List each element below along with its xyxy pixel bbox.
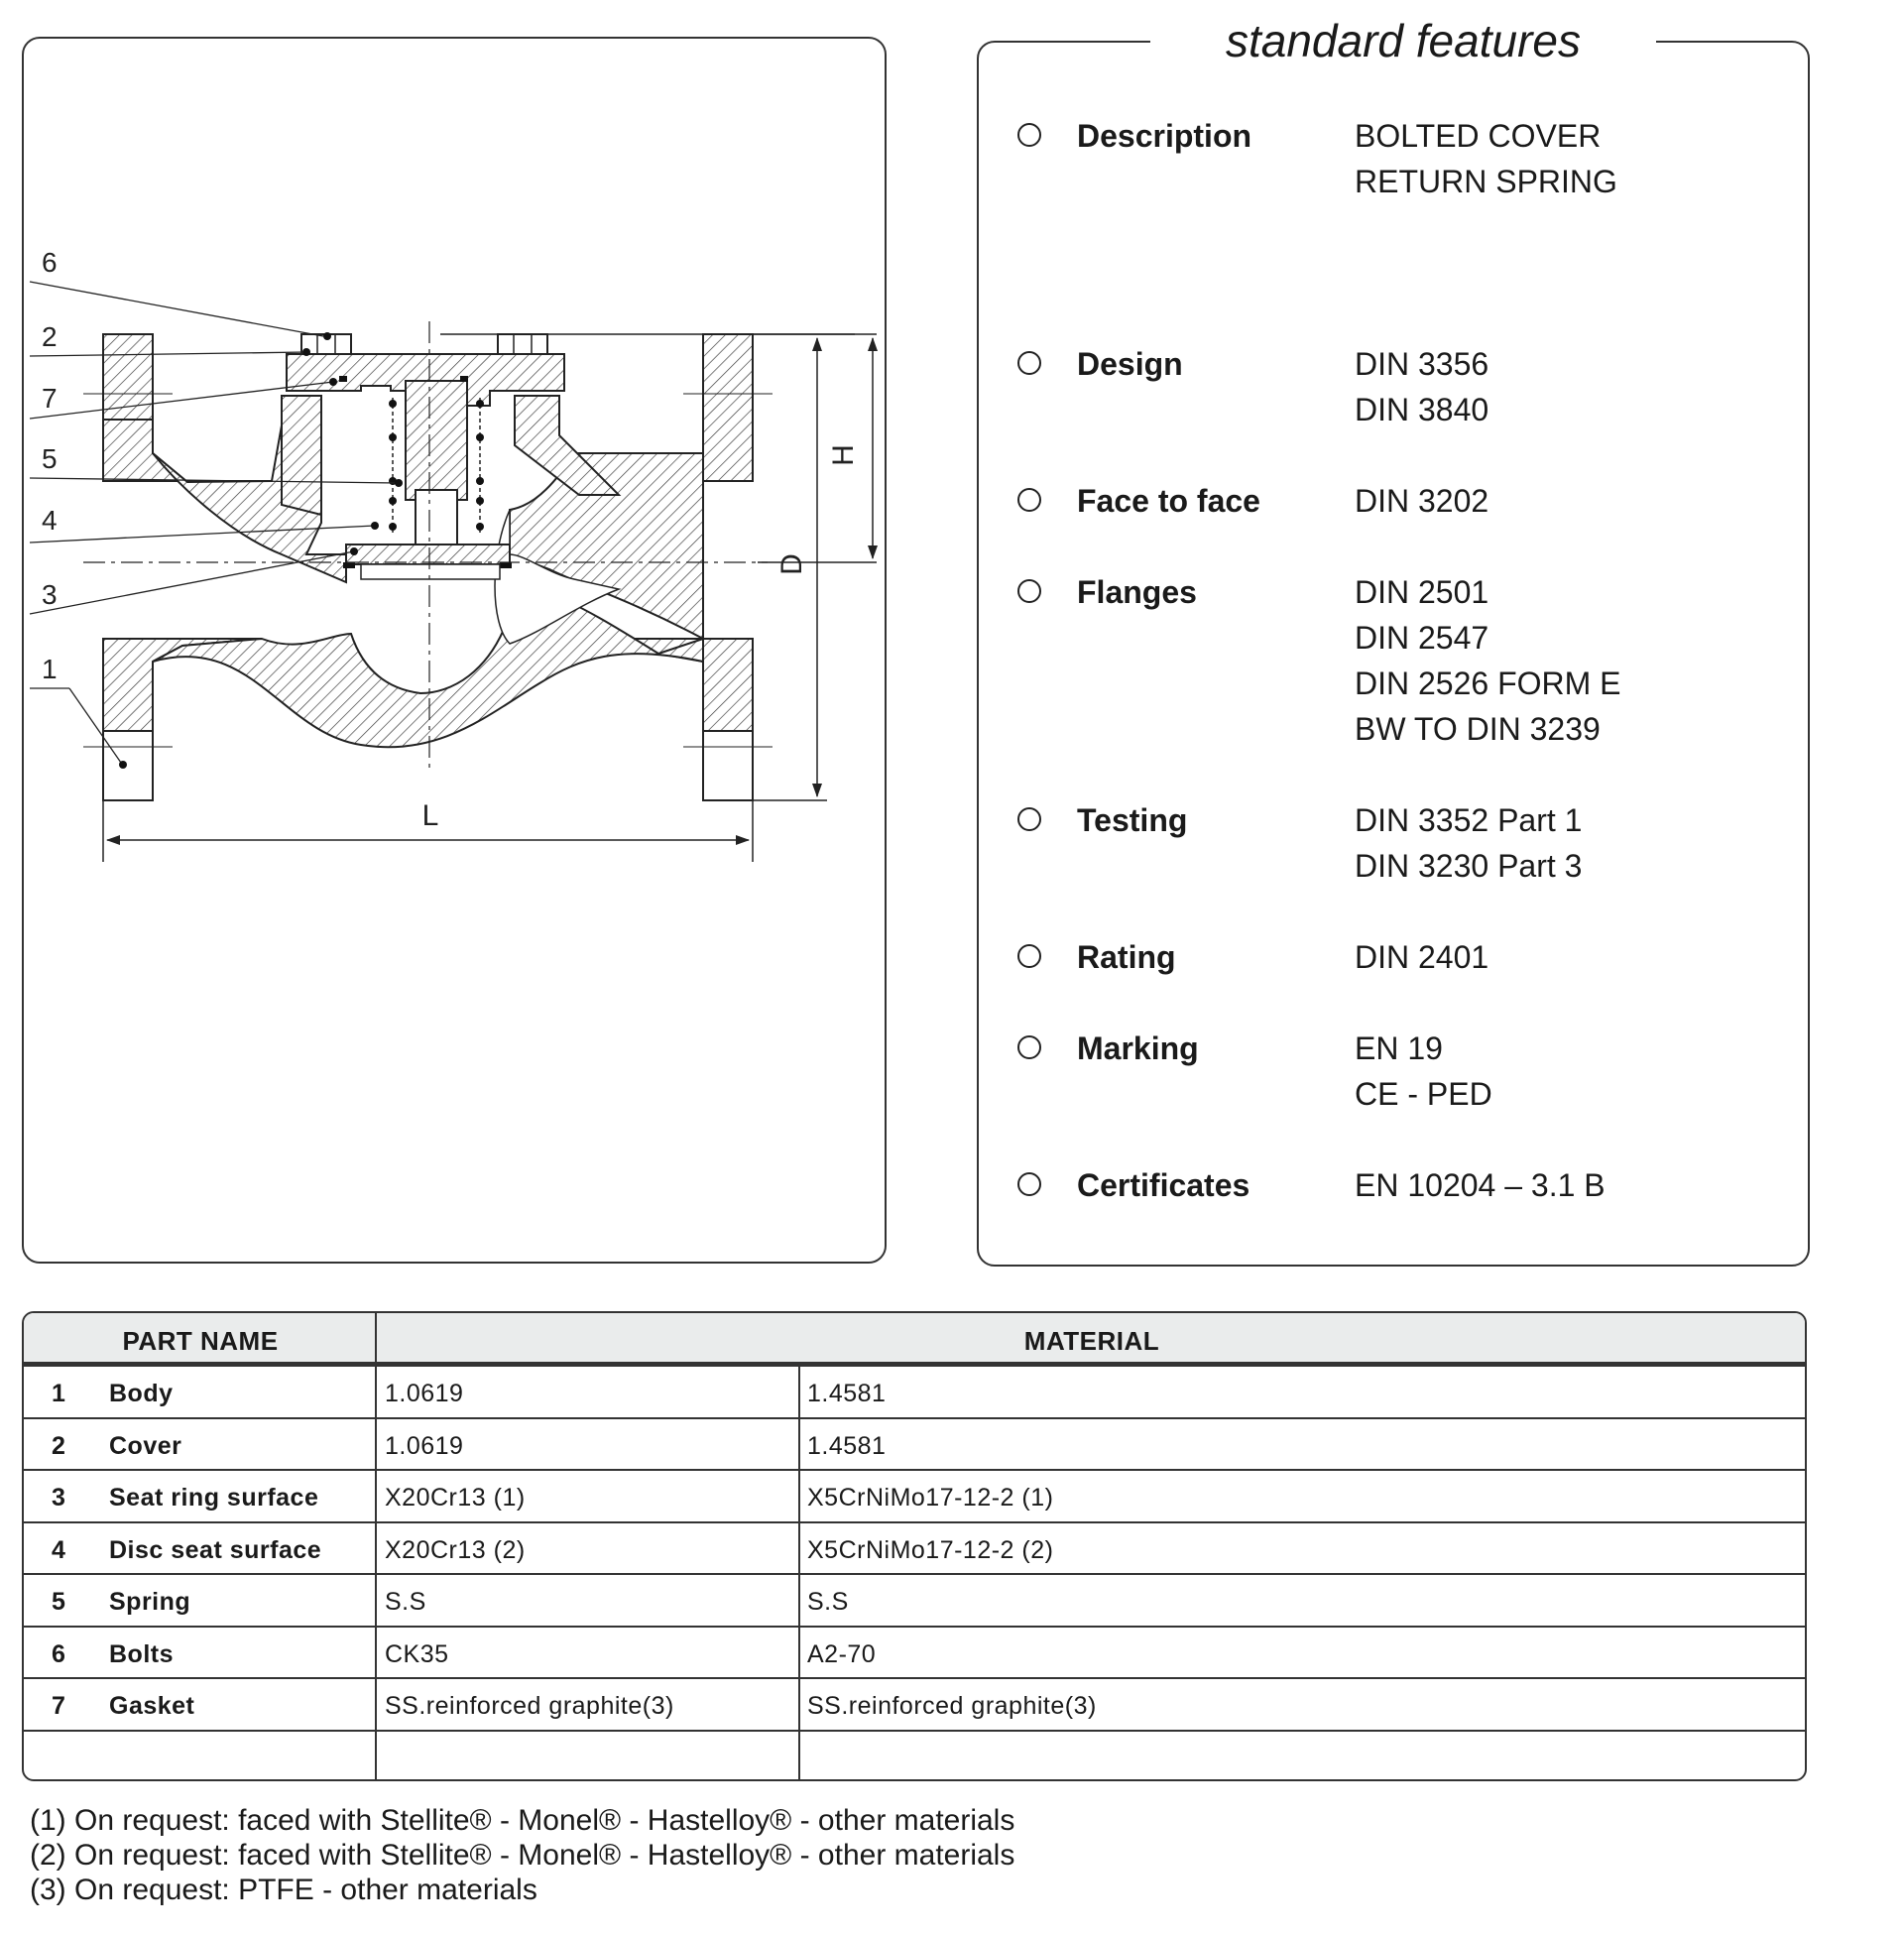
- circle-bullet-icon: [1017, 944, 1041, 968]
- dimension-lines: [103, 334, 877, 862]
- part-name: Body: [109, 1380, 174, 1407]
- feature-values: [1355, 113, 1617, 204]
- part-name: Seat ring surface: [109, 1484, 319, 1512]
- callout-4: 4: [42, 505, 58, 536]
- part-name: Spring: [109, 1588, 191, 1616]
- material-option-1: S.S: [385, 1588, 426, 1616]
- header-material: MATERIAL: [1023, 1326, 1160, 1356]
- table-row: [24, 1677, 1805, 1729]
- feature-values: [1355, 797, 1582, 889]
- circle-bullet-icon: [1017, 123, 1041, 147]
- material-option-1: X20Cr13 (1): [385, 1484, 526, 1512]
- feature-label: Face to face: [1077, 483, 1260, 519]
- material-option-1: 1.0619: [385, 1380, 464, 1407]
- feature-value: CE - PED: [1355, 1076, 1492, 1112]
- column-divider: [798, 1365, 800, 1781]
- part-number: 1: [52, 1380, 66, 1407]
- callout-7: 7: [42, 383, 58, 414]
- feature-label: Rating: [1077, 939, 1176, 975]
- circle-bullet-icon: [1017, 1172, 1041, 1196]
- callout-1: 1: [42, 654, 58, 684]
- table-row: [24, 1626, 1805, 1677]
- part-number: [52, 1732, 81, 1781]
- dimension-d-label: D: [775, 553, 808, 575]
- footnote-2: (2) On request: faced with Stellite® - Monel® - Hastelloy® - other materials: [30, 1839, 1015, 1872]
- circle-bullet-icon: [1017, 1035, 1041, 1059]
- footnote-1: (1) On request: faced with Stellite® - Monel® - Hastelloy® - other materials: [30, 1804, 1015, 1837]
- material-option-2: SS.reinforced graphite(3): [807, 1692, 1097, 1720]
- circle-bullet-icon: [1017, 807, 1041, 831]
- callout-2: 2: [42, 321, 58, 352]
- part-name: Gasket: [109, 1692, 195, 1720]
- material-option-1: CK35: [385, 1639, 449, 1668]
- left-flange: [83, 334, 272, 800]
- material-option-2: A2-70: [807, 1639, 877, 1668]
- feature-label: Certificates: [1077, 1167, 1250, 1203]
- part-name: Bolts: [109, 1639, 174, 1668]
- header-part-name: PART NAME: [122, 1326, 279, 1356]
- feature-values: [1355, 1162, 1606, 1208]
- part-name: Disc seat surface: [109, 1535, 322, 1564]
- callout-3: 3: [42, 579, 58, 610]
- material-option-2: X5CrNiMo17-12-2 (1): [807, 1484, 1054, 1512]
- callout-6: 6: [42, 247, 58, 278]
- table-row: [24, 1730, 1805, 1781]
- column-divider: [375, 1313, 377, 1781]
- feature-value: EN 10204 – 3.1 B: [1355, 1167, 1606, 1203]
- feature-label: Design: [1077, 346, 1183, 382]
- table-header: [24, 1313, 1805, 1365]
- feature-value: BOLTED COVER: [1355, 118, 1602, 154]
- feature-label: Description: [1077, 118, 1252, 154]
- feature-value: DIN 3352 Part 1: [1355, 802, 1583, 838]
- feature-value: DIN 2547: [1355, 620, 1489, 656]
- circle-bullet-icon: [1017, 579, 1041, 603]
- material-option-2: X5CrNiMo17-12-2 (2): [807, 1535, 1054, 1564]
- feature-value: RETURN SPRING: [1355, 164, 1617, 199]
- feature-values: [1355, 478, 1488, 524]
- footnote-3: (3) On request: PTFE - other materials: [30, 1874, 537, 1906]
- feature-values: [1355, 934, 1488, 980]
- part-number: 6: [52, 1639, 66, 1668]
- dimension-h-label: H: [827, 444, 860, 466]
- table-row: [24, 1365, 1805, 1416]
- part-number: 7: [52, 1692, 66, 1720]
- valve-cross-section-drawing: [24, 39, 889, 1266]
- part-number: 2: [52, 1431, 66, 1460]
- valve-drawing-panel: [22, 37, 887, 1264]
- feature-value: DIN 3840: [1355, 392, 1489, 427]
- part-number: 4: [52, 1535, 66, 1564]
- feature-value: DIN 2526 FORM E: [1355, 666, 1621, 701]
- feature-value: DIN 3230 Part 3: [1355, 848, 1583, 884]
- feature-label: Flanges: [1077, 574, 1197, 610]
- feature-value: DIN 3202: [1355, 483, 1489, 519]
- dimension-l-label: L: [421, 799, 439, 832]
- footnotes: [30, 1803, 1014, 1907]
- feature-value: DIN 3356: [1355, 346, 1489, 382]
- feature-values: [1355, 1026, 1492, 1117]
- material-option-1: SS.reinforced graphite(3): [385, 1692, 674, 1720]
- material-option-2: S.S: [807, 1588, 849, 1616]
- table-row: [24, 1573, 1805, 1625]
- material-option-1: X20Cr13 (2): [385, 1535, 526, 1564]
- feature-value: DIN 2401: [1355, 939, 1489, 975]
- cover-bolts: [301, 334, 547, 354]
- feature-value: BW TO DIN 3239: [1355, 711, 1601, 747]
- part-name: Cover: [109, 1431, 182, 1460]
- feature-label: Testing: [1077, 802, 1188, 838]
- feature-value: DIN 2501: [1355, 574, 1489, 610]
- feature-values: [1355, 569, 1621, 752]
- circle-bullet-icon: [1017, 488, 1041, 512]
- feature-value: EN 19: [1355, 1030, 1443, 1066]
- material-option-2: 1.4581: [807, 1431, 887, 1460]
- table-row: [24, 1521, 1805, 1573]
- table-row: [24, 1417, 1805, 1469]
- part-number: 5: [52, 1588, 66, 1616]
- feature-values: [1355, 341, 1488, 432]
- material-option-1: 1.0619: [385, 1431, 464, 1460]
- feature-label: Marking: [1077, 1030, 1199, 1066]
- parts-material-table: [22, 1311, 1807, 1781]
- material-option-2: 1.4581: [807, 1380, 887, 1407]
- standard-features-title: standard features: [1150, 10, 1656, 71]
- table-row: [24, 1469, 1805, 1520]
- callout-5: 5: [42, 443, 58, 474]
- circle-bullet-icon: [1017, 351, 1041, 375]
- part-number: 3: [52, 1484, 66, 1512]
